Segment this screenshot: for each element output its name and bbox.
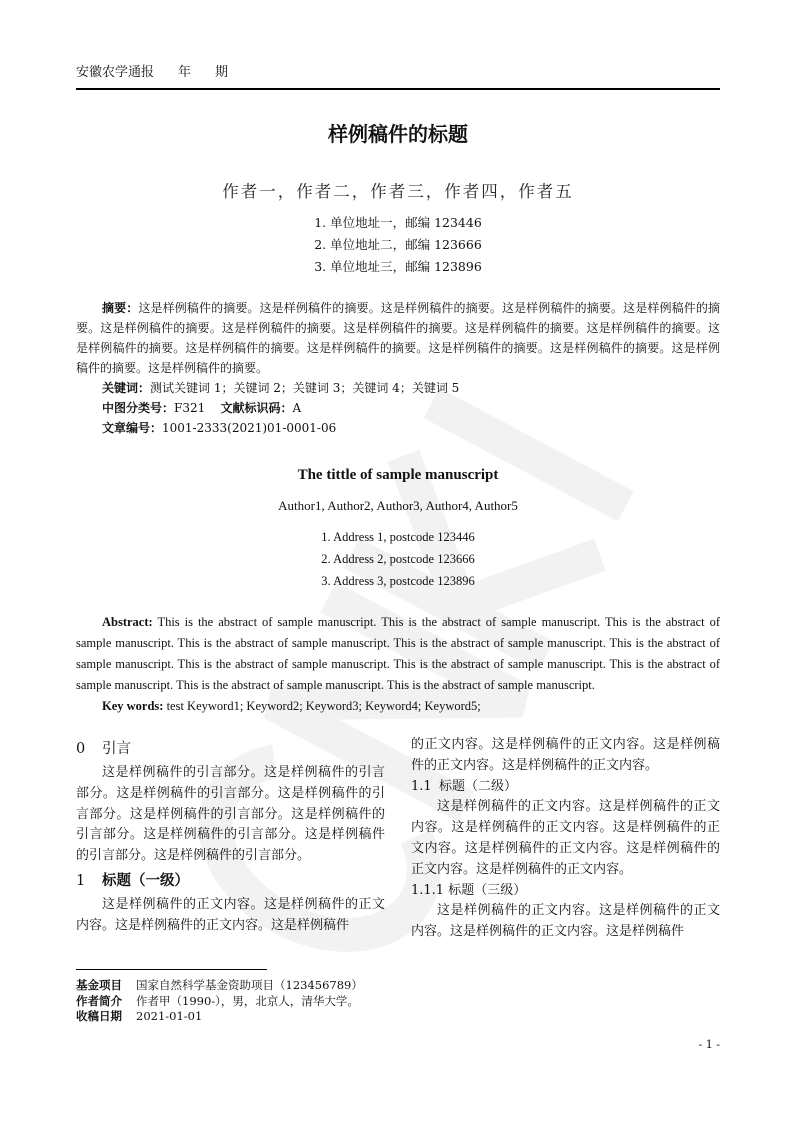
abstract-label: 摘要： [102,301,139,315]
paragraph: 这是样例稿件的正文内容。这是样例稿件的正文内容。这是样例稿件的正文内容。这是样例稿件的正文内容。这是样例稿件的正文内容。这是样例稿件的正文内容。这是样例稿件的正文内容。 [411,799,720,877]
footnote-received: 收稿日期 2021-01-01 [76,1009,203,1024]
paragraph: 这是样例稿件的引言部分。这是样例稿件的引言部分。这是样例稿件的引言部分。这是样例稿件的引言部分。这是样例稿件的引言部分。这是样例稿件的引言部分。这是样例稿件的引言部分。这是样例稿件的引言部分。这是样例稿件的引言部分。 [76,765,385,864]
keywords-label: Key words: [102,699,164,713]
doc-code-label: 文献标识码： [220,401,293,415]
english-affiliations [76,526,720,592]
affiliation: 1. 单位地址一，邮编 123446 [314,215,482,230]
english-affiliation: 2. Address 2, postcode 123666 [321,552,475,566]
paper-title: 样例稿件的标题 [328,122,468,146]
keywords-text: test Keyword1; Keyword2; Keyword3; Keyword4; Keyword5; [166,699,481,713]
affiliation: 2. 单位地址二，邮编 123666 [314,237,482,252]
article-no-label: 文章编号： [102,421,163,435]
section-heading: 0 引言 [76,741,131,757]
subsubsection-heading: 1.1.1 标题（三级） [411,882,527,898]
header-rule [76,88,720,90]
english-abstract [76,612,720,717]
affiliations [76,212,720,278]
footnote-rule [76,969,267,970]
left-column [76,735,385,937]
author-list: 作者一，作者二，作者三，作者四，作者五 [222,182,574,201]
article-no-value: 1001-2333(2021)01-0001-06 [162,421,337,435]
page [76,0,720,1123]
right-column [411,735,720,943]
keywords-label: 关键词： [102,381,151,395]
clc-label: 中图分类号： [102,401,175,415]
abstract-label: Abstract: [102,615,153,629]
clc-value: F321 [174,401,206,415]
year-label: 年 [178,65,192,80]
body-columns [76,735,720,943]
footnote-area [76,949,720,1123]
subsection-heading: 1.1 标题（二级） [411,778,518,794]
english-title: The tittle of sample manuscript [297,467,499,483]
abstract-text: 这是样例稿件的摘要。这是样例稿件的摘要。这是样例稿件的摘要。这是样例稿件的摘要。这是样例稿件的摘要。这是样例稿件的摘要。这是样例稿件的摘要。这是样例稿件的摘要。这是样例稿件的摘要。这是样例稿件的摘要。这是样例稿件的摘要。这是样例稿件的摘要。这是样例稿件的摘要。这是样例稿件的摘要。这是样例稿件的摘要。这是样例稿件的摘要。这是样例稿件的摘要。 [76,301,720,375]
english-affiliation: 3. Address 3, postcode 123896 [321,574,475,588]
english-affiliation: 1. Address 1, postcode 123446 [321,530,475,544]
issue-label: 期 [215,65,229,80]
section-heading: 1 标题（一级） [76,872,189,889]
english-authors: Author1, Author2, Author3, Author4, Author5 [278,498,518,513]
keywords-text: 测试关键词 1；关键词 2；关键词 3；关键词 4；关键词 5 [150,381,460,395]
footnotes [76,978,720,1025]
paragraph: 这是样例稿件的正文内容。这是样例稿件的正文内容。这是样例稿件的正文内容。这是样例稿件 [76,896,385,933]
footnote-author: 作者简介 作者甲（1990-），男，北京人，清华大学。 [76,993,359,1008]
page-number: - 1 - [698,1038,720,1051]
running-header [76,64,720,82]
footnote-fund: 基金项目 国家自然科学基金资助项目（123456789） [76,978,363,993]
doc-code-value: A [292,401,302,415]
paragraph: 的正文内容。这是样例稿件的正文内容。这是样例稿件的正文内容。这是样例稿件的正文内容。 [411,737,720,773]
chinese-abstract [76,298,720,438]
abstract-text: This is the abstract of sample manuscript. This is the abstract of sample manuscript. This is the abstract of sample manuscript. This is the abstract of sample manuscript. This is the abstract of sample manuscript. This is the abstract of sample manuscript. This is the abstract of sample manuscript. This is the abstract of sample manuscript. This is the abstract of sample manuscript. This is the abstract of sample manuscript. This is the abstract of sample manuscript. [76,615,720,692]
journal-name: 安徽农学通报 [76,65,155,80]
paragraph: 这是样例稿件的正文内容。这是样例稿件的正文内容。这是样例稿件的正文内容。这是样例稿件 [411,903,720,940]
affiliation: 3. 单位地址三，邮编 123896 [314,259,482,274]
